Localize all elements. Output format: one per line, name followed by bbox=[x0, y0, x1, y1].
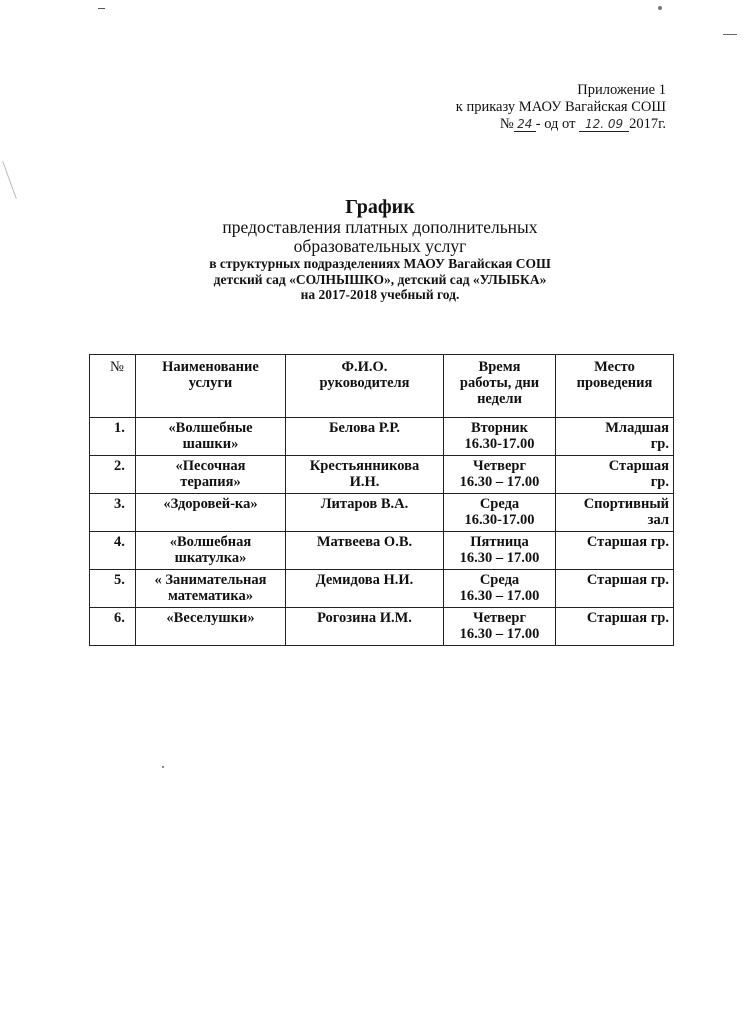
appendix-line-1: Приложение 1 bbox=[577, 82, 666, 98]
row-service: «Волшебная шкатулка» bbox=[136, 532, 286, 570]
row-service: «Песочная терапия» bbox=[136, 456, 286, 494]
header-service-name: Наименование услуги bbox=[136, 355, 286, 418]
row-number: 4. bbox=[90, 532, 136, 570]
row-number: 6. bbox=[90, 608, 136, 646]
order-number-mid: - од от bbox=[535, 116, 576, 132]
row-time: Среда 16.30 – 17.00 bbox=[444, 570, 556, 608]
title-detail-3: на 2017-2018 учебный год. bbox=[300, 287, 460, 302]
table-row bbox=[90, 608, 674, 646]
table-row bbox=[90, 570, 674, 608]
header-number: № bbox=[90, 355, 136, 418]
row-number: 2. bbox=[90, 456, 136, 494]
appendix-note bbox=[456, 82, 666, 133]
header-supervisor: Ф.И.О. руководителя bbox=[286, 355, 444, 418]
document-title-block bbox=[180, 196, 580, 303]
row-number: 3. bbox=[90, 494, 136, 532]
row-location: Старшая гр. bbox=[556, 532, 674, 570]
table-row bbox=[90, 418, 674, 456]
row-service: «Волшебные шашки» bbox=[136, 418, 286, 456]
row-supervisor: Белова Р.Р. bbox=[286, 418, 444, 456]
row-time: Среда 16.30-17.00 bbox=[444, 494, 556, 532]
row-time: Вторник 16.30-17.00 bbox=[444, 418, 556, 456]
appendix-order-line bbox=[456, 116, 666, 133]
row-location: Младшая гр. bbox=[556, 418, 674, 456]
order-date-handwritten: 12. 09 bbox=[579, 118, 629, 132]
row-time: Четверг 16.30 – 17.00 bbox=[444, 608, 556, 646]
table-row bbox=[90, 532, 674, 570]
row-location: Старшая гр. bbox=[556, 608, 674, 646]
row-service: «Веселушки» bbox=[136, 608, 286, 646]
row-service: « Занимательная математика» bbox=[136, 570, 286, 608]
appendix-line-2: к приказу МАОУ Вагайская СОШ bbox=[455, 99, 666, 115]
header-work-time: Время работы, дни недели bbox=[444, 355, 556, 418]
title-subtitle-1: предоставления платных дополнительных bbox=[222, 217, 538, 237]
schedule-table bbox=[89, 354, 674, 646]
scan-artifact bbox=[2, 161, 17, 199]
scan-artifact bbox=[658, 6, 662, 10]
row-supervisor: Рогозина И.М. bbox=[286, 608, 444, 646]
scan-artifact bbox=[98, 8, 105, 9]
row-supervisor: Крестьянникова И.Н. bbox=[286, 456, 444, 494]
row-service: «Здоровей-ка» bbox=[136, 494, 286, 532]
table-row bbox=[90, 494, 674, 532]
order-number-handwritten: 24 bbox=[514, 118, 536, 132]
row-location: Старшая гр. bbox=[556, 570, 674, 608]
row-supervisor: Демидова Н.И. bbox=[286, 570, 444, 608]
header-location: Место проведения bbox=[556, 355, 674, 418]
row-time: Четверг 16.30 – 17.00 bbox=[444, 456, 556, 494]
row-location: Старшая гр. bbox=[556, 456, 674, 494]
order-year: 2017г. bbox=[629, 116, 666, 132]
row-time: Пятница 16.30 – 17.00 bbox=[444, 532, 556, 570]
row-number: 5. bbox=[90, 570, 136, 608]
document-title: График bbox=[345, 196, 415, 218]
order-number-prefix: № bbox=[499, 116, 514, 132]
title-detail-1: в структурных подразделениях МАОУ Вагайская СОШ bbox=[209, 256, 551, 271]
row-location: Спортивный зал bbox=[556, 494, 674, 532]
title-subtitle-2: образовательных услуг bbox=[293, 236, 467, 256]
scan-artifact bbox=[162, 766, 164, 768]
scan-artifact bbox=[723, 34, 737, 35]
row-supervisor: Литаров В.А. bbox=[286, 494, 444, 532]
table-header-row bbox=[90, 355, 674, 418]
row-number: 1. bbox=[90, 418, 136, 456]
title-detail-2: детский сад «СОЛНЫШКО», детский сад «УЛЫБКА» bbox=[213, 271, 547, 287]
row-supervisor: Матвеева О.В. bbox=[286, 532, 444, 570]
table-row bbox=[90, 456, 674, 494]
